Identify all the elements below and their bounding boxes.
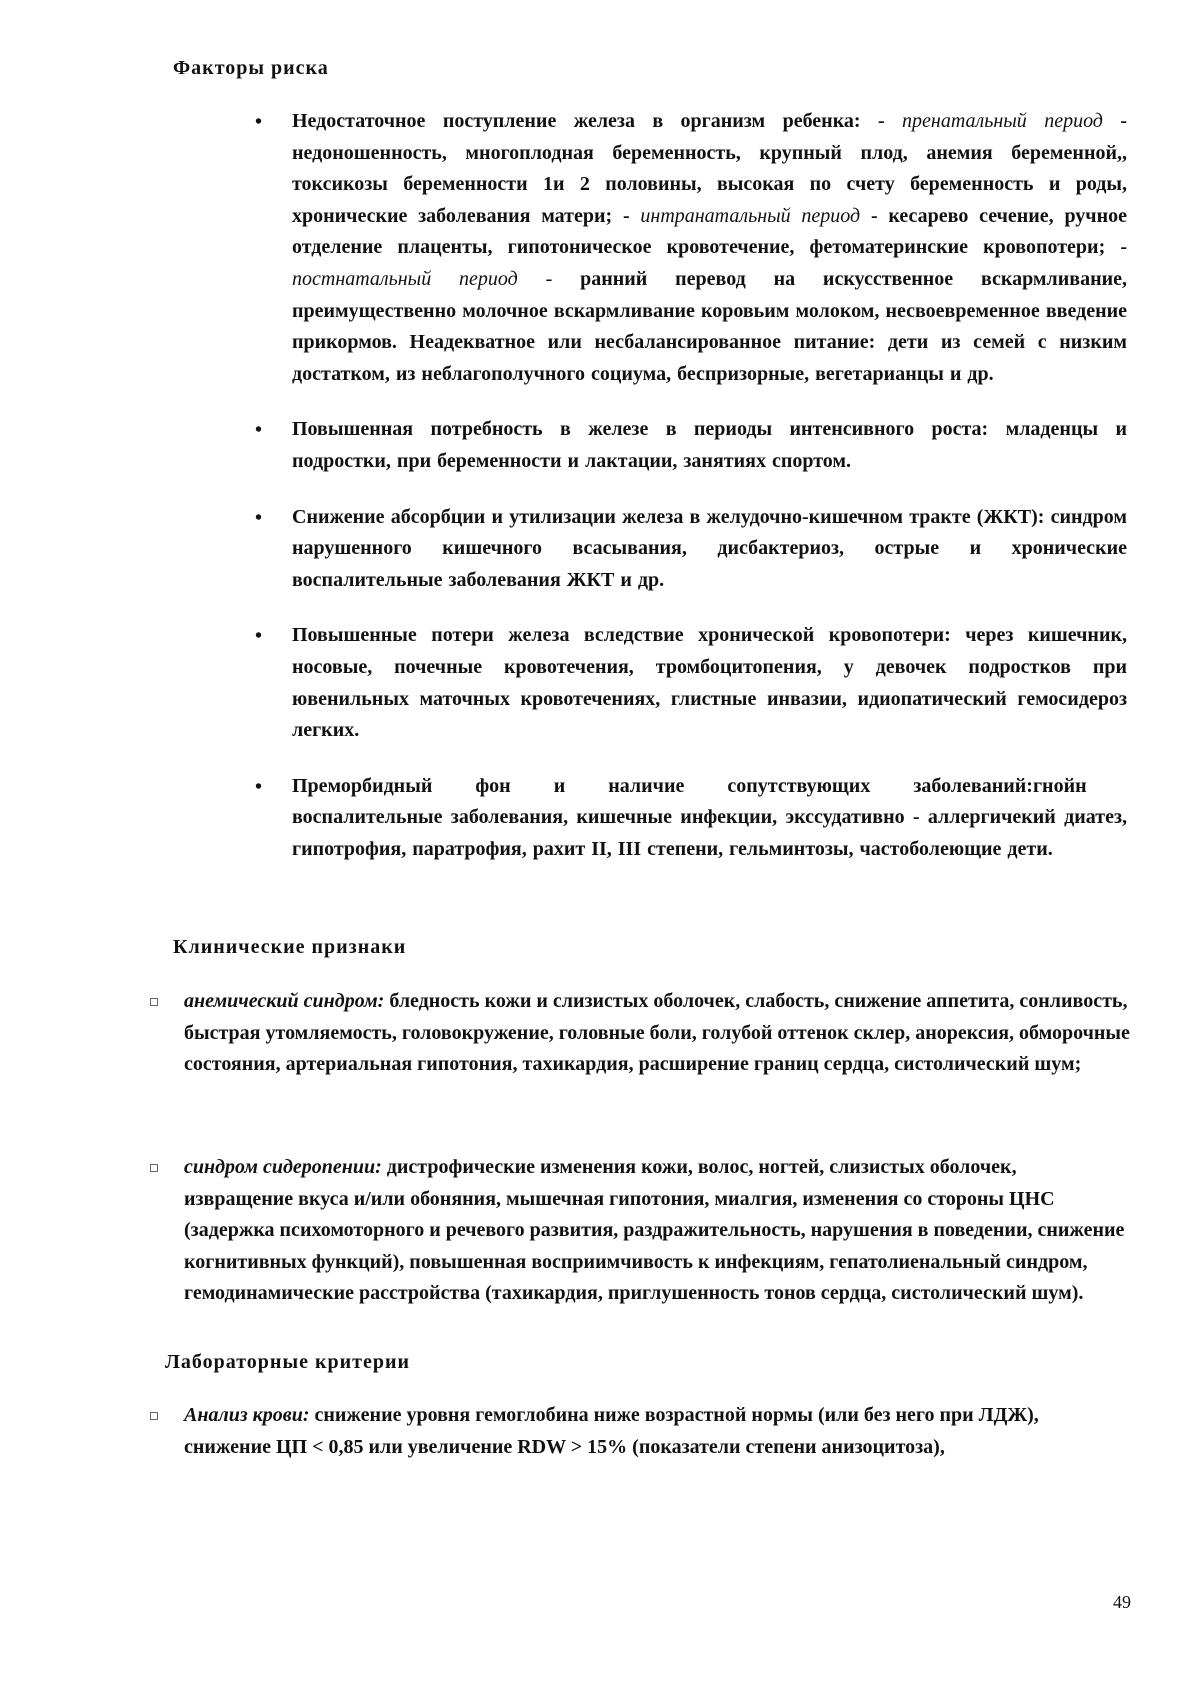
list-item xyxy=(255,502,1127,597)
postnatal-text: ранний перевод на искусственное вскармливание, преимущественно молочное вскармливание коровьим молоком, несвоевременное введение прикормов. Неадекватное или несбалансированное питание: дети из семей с низким достатком, из неблагополучного социума, беспризорные, вегетарианцы и др. xyxy=(292,267,1128,385)
bullet-icon: • xyxy=(255,506,263,529)
risk-factor-first-line: Преморбидный фон и наличие сопутствующих заболеваний:гнойн xyxy=(292,774,1087,797)
prenatal-label: пренатальный период xyxy=(902,110,1103,132)
list-item xyxy=(150,1400,1130,1463)
bullet-icon: • xyxy=(255,419,263,442)
risk-factors-list xyxy=(255,106,1127,889)
intranatal-label: интранатальный период xyxy=(640,204,861,227)
bullet-icon: • xyxy=(255,111,263,133)
list-item xyxy=(255,106,1127,390)
risk-factor-lead: Недостаточное поступление железа в организм ребенка: - xyxy=(292,110,903,132)
list-item xyxy=(150,1152,1130,1310)
list-item xyxy=(255,771,1127,866)
prenatal-text: - недоношенность, многоплодная беременность, крупный плод, анемия беременной,, токсикозы беременности 1и 2 половины, высокая по счету беременность и роды, хронические заболевания матери; - xyxy=(292,110,1127,227)
syndrome-label: синдром сидеропении: xyxy=(184,1156,382,1178)
risk-factor-text: Снижение абсорбции и утилизации железа в желудочно-кишечном тракте (ЖКТ): синдром нарушенного кишечного всасывания, дисбактериоз, острые и хронические воспалительные заболевания ЖКТ и др. xyxy=(292,505,1127,591)
page-number: 49 xyxy=(1113,1592,1131,1612)
intranatal-text: - кесарево сечение, ручное отделение плаценты, гипотоническое кровотечение, фетоматеринские кровопотери; - xyxy=(292,204,1127,259)
list-item xyxy=(255,414,1127,477)
syndrome-label: анемический синдром: xyxy=(184,990,385,1012)
square-bullet-icon xyxy=(150,998,158,1006)
postnatal-label: постнатальный период - xyxy=(292,267,553,290)
list-item xyxy=(255,620,1127,746)
heading-risk-factors: Факторы риска xyxy=(173,57,329,79)
bullet-icon: • xyxy=(255,625,263,648)
risk-factor-text: Повышенная потребность в железе в периоды интенсивного роста: младенцы и подростки, при беременности и лактации, занятиях спортом. xyxy=(292,418,1127,472)
heading-lab-criteria: Лабораторные критерии xyxy=(165,1351,410,1373)
syndrome-text: бледность кожи и слизистых оболочек, слабость, снижение аппетита, сонливость, быстрая утомляемость, головокружение, головные боли, голубой оттенок склер, анорексия, обморочные состояния, артериальная гипотония, тахикардия, расширение границ сердца, систолический шум; xyxy=(184,990,1130,1076)
heading-clinical-signs: Клинические признаки xyxy=(173,936,407,958)
square-bullet-icon xyxy=(150,1164,158,1172)
bullet-icon: • xyxy=(255,775,263,798)
risk-factor-text: воспалительные заболевания, кишечные инфекции, экссудативно - аллергичекий диатез, гипотрофия, паратрофия, рахит II, III степени, гельминтозы, частоболеющие дети. xyxy=(292,806,1127,860)
lab-text: снижение уровня гемоглобина ниже возрастной нормы (или без него при ЛДЖ), снижение ЦП < 0,85 или увеличение RDW > 15% (показатели степени анизоцитоза), xyxy=(184,1404,1039,1458)
lab-label: Анализ крови: xyxy=(184,1404,310,1426)
syndrome-text: дистрофические изменения кожи, волос, ногтей, слизистых оболочек, извращение вкуса и/или обоняния, мышечная гипотония, миалгия, изменения со стороны ЦНС (задержка психомоторного и речевого развития, раздражительность, нарушения в поведении, снижение когнитивных функций), повышенная восприимчивость к инфекциям, гепатолиенальный синдром, гемодинамические расстройства (тахикардия, приглушенность тонов сердца, систолический шум). xyxy=(184,1156,1125,1305)
risk-factor-text: Повышенные потери железа вследствие хронической кровопотери: через кишечник, носовые, почечные кровотечения, тромбоцитопения, у девочек подростков при ювенильных маточных кровотечениях, глистные инвазии, идиопатический гемосидероз легких. xyxy=(292,624,1127,742)
list-item xyxy=(150,986,1130,1081)
square-bullet-icon xyxy=(150,1412,158,1420)
